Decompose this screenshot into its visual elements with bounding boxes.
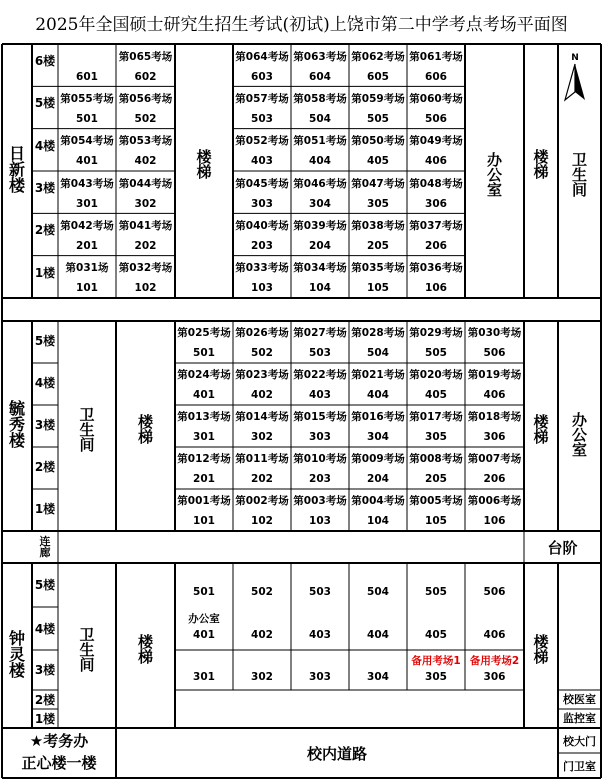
exam-room-name: 第043考场 [60, 177, 114, 190]
room-number: 304 [309, 197, 331, 210]
room-number: 106 [425, 282, 447, 295]
room-number: 504 [367, 585, 389, 598]
room-number: 303 [309, 430, 331, 443]
floor-label: 4楼 [34, 621, 56, 636]
room-number: 406 [483, 628, 506, 641]
room-number: 605 [367, 70, 389, 83]
exam-room-name: 第020考场 [409, 368, 463, 381]
exam-room-name [58, 50, 116, 64]
floor-label: 1楼 [34, 265, 56, 280]
room-number: 205 [425, 472, 447, 485]
room-number: 102 [251, 514, 273, 527]
exam-room-name: 第049考场 [409, 135, 463, 148]
room-number: 504 [309, 113, 331, 126]
campus-road-label: 校内道路 [306, 744, 367, 763]
room-number: 101 [193, 514, 215, 527]
exam-room-name: 第038考场 [351, 220, 405, 233]
stairs-label: 楼 梯 [137, 413, 153, 446]
exam-room-name: 第003考场 [293, 494, 347, 507]
exam-room-name: 第056考场 [118, 93, 173, 106]
exam-room-name: 第018考场 [467, 410, 522, 423]
exam-room-name: 第008考场 [409, 452, 463, 465]
room-number: 302 [251, 670, 273, 683]
room-number: 501 [76, 113, 98, 126]
exam-room-name: 第022考场 [293, 368, 347, 381]
room-number: 104 [309, 282, 331, 295]
room-number: 504 [367, 346, 389, 359]
exam-room-name: 第035考场 [351, 262, 405, 275]
room-number: 202 [134, 240, 157, 253]
room-number: 303 [251, 197, 273, 210]
room-number: 505 [425, 346, 447, 359]
room-number: 306 [483, 430, 506, 443]
room-number: 102 [134, 282, 157, 295]
room-number: 205 [367, 240, 389, 253]
exam-room-name: 第012考场 [177, 452, 231, 465]
reserve-exam-room-name: 备用考场1 [411, 654, 461, 667]
exam-room-name: 第051考场 [293, 135, 347, 148]
room-number: 601 [76, 70, 98, 83]
exam-room-name: 第009考场 [351, 452, 405, 465]
exam-room-name: 第040考场 [235, 220, 289, 233]
room-number: 206 [425, 240, 447, 253]
room-number: 204 [367, 472, 389, 485]
guard-room-label: 门卫室 [563, 759, 596, 773]
floor-label: 2楼 [34, 692, 56, 707]
exam-room-name: 第064考场 [235, 50, 289, 63]
building-name-yuxiu: 毓 秀 楼 [8, 399, 25, 450]
room-number: 306 [425, 197, 447, 210]
room-number: 402 [251, 388, 273, 401]
room-number: 503 [251, 113, 273, 126]
room-number: 503 [309, 585, 331, 598]
exam-room-name: 第037考场 [409, 220, 463, 233]
exam-room-name: 第013考场 [177, 410, 231, 423]
exam-room-name: 第055考场 [60, 93, 114, 106]
exam-room-name: 第047考场 [351, 177, 405, 190]
room-number: 206 [483, 472, 506, 485]
floor-label: 4楼 [34, 138, 56, 153]
exam-room-name: 第039考场 [293, 220, 347, 233]
exam-room-name: 第002考场 [235, 494, 289, 507]
exam-room-name: 第014考场 [235, 410, 289, 423]
room-number: 203 [251, 240, 273, 253]
room-number: 405 [425, 628, 447, 641]
exam-room-name: 第026考场 [235, 326, 289, 339]
floor-label: 1楼 [34, 711, 56, 726]
floor-label: 6楼 [34, 54, 56, 68]
exam-room-name: 第044考场 [118, 177, 173, 190]
room-number: 405 [425, 388, 447, 401]
room-number: 405 [367, 155, 389, 168]
room-number: 101 [76, 282, 98, 295]
exam-room-name: 第045考场 [235, 177, 289, 190]
exam-room-name: 第025考场 [177, 326, 231, 339]
room-number: 105 [425, 514, 447, 527]
floor-label: 5楼 [34, 96, 56, 111]
exam-room-name: 第065考场 [118, 50, 173, 63]
room-number: 604 [309, 70, 331, 83]
room-number: 302 [134, 197, 157, 210]
room-number: 303 [309, 670, 331, 683]
room-number: 103 [309, 514, 331, 527]
exam-room-name: 第060考场 [409, 93, 463, 106]
exam-room-name: 第005考场 [409, 494, 463, 507]
room-number: 506 [425, 113, 447, 126]
room-number: 602 [134, 70, 157, 83]
floor-label: 5楼 [34, 578, 56, 592]
page-title: 2025年全国硕士研究生招生考试(初试)上饶市第二中学考点考场平面图 [35, 14, 568, 35]
room-number: 506 [483, 346, 506, 359]
room-number: 403 [309, 628, 331, 641]
room-number: 201 [193, 472, 215, 485]
restroom-label: 卫 生 间 [79, 405, 95, 454]
floor-label: 3楼 [34, 663, 56, 677]
room-number: 502 [134, 113, 157, 126]
monitor-room-label: 监控室 [563, 712, 596, 725]
clinic-label: 校医室 [563, 693, 596, 706]
floor-label: 3楼 [34, 181, 56, 195]
room-number: 401 [193, 628, 215, 641]
exam-room-name: 第032考场 [118, 262, 173, 275]
exam-room-name: 第016考场 [351, 410, 405, 423]
exam-room-name: 第030考场 [467, 326, 522, 339]
room-number: 503 [309, 346, 331, 359]
exam-office-location: 正心楼一楼 [21, 753, 97, 772]
room-number: 406 [483, 388, 506, 401]
exam-room-name: 第031场 [65, 262, 109, 275]
room-number: 505 [367, 113, 389, 126]
room-number: 502 [251, 346, 273, 359]
stairs-label: 楼 梯 [196, 148, 212, 181]
building-name-zhongling: 钟 灵 楼 [8, 629, 25, 680]
room-number: 606 [425, 70, 447, 83]
room-number: 301 [193, 430, 215, 443]
exam-room-name: 第027考场 [293, 326, 347, 339]
exam-room-name: 第062考场 [351, 50, 405, 63]
room-number: 505 [425, 585, 447, 598]
office-label: 办公室 [188, 612, 220, 625]
exam-room-name: 第033考场 [235, 262, 289, 275]
room-number: 402 [251, 628, 273, 641]
room-number: 305 [367, 197, 389, 210]
building-name-rixin: 日 新 楼 [8, 144, 25, 195]
restroom-label: 卫 生 间 [571, 150, 587, 199]
exam-room-name: 第034考场 [293, 262, 347, 275]
room-number: 304 [367, 430, 389, 443]
exam-room-name: 第004考场 [351, 494, 405, 507]
exam-room-name: 第024考场 [177, 368, 231, 381]
room-number: 103 [251, 282, 273, 295]
exam-room-name: 第036考场 [409, 262, 463, 275]
exam-room-name: 第007考场 [467, 452, 522, 465]
exam-room-name: 第046考场 [293, 177, 347, 190]
corridor-label: 连 廊 [39, 535, 51, 559]
exam-room-name: 第053考场 [118, 135, 173, 148]
floor-label: 2楼 [34, 460, 56, 474]
school-gate-label: 校大门 [563, 734, 596, 748]
room-number: 203 [309, 472, 331, 485]
room-number: 305 [425, 430, 447, 443]
exam-office-label: ★考务办 [29, 731, 89, 750]
exam-room-name: 第048考场 [409, 177, 463, 190]
room-number: 402 [134, 155, 157, 168]
floor-label: 3楼 [34, 418, 56, 432]
room-number: 501 [193, 585, 215, 598]
exam-room-name: 第023考场 [235, 368, 289, 381]
room-number: 501 [193, 346, 215, 359]
exam-room-name: 第021考场 [351, 368, 405, 381]
room-number: 301 [193, 670, 215, 683]
room-number: 201 [76, 240, 98, 253]
stairs-label: 楼 梯 [533, 148, 549, 181]
exam-room-name: 第028考场 [351, 326, 405, 339]
exam-room-name: 第006考场 [467, 494, 522, 507]
reserve-exam-room-name: 备用考场2 [469, 654, 520, 667]
exam-room-name: 第058考场 [293, 93, 347, 106]
room-number: 403 [251, 155, 273, 168]
exam-room-name: 第057考场 [235, 93, 289, 106]
compass-arrow-icon [563, 62, 587, 102]
room-number: 305 [425, 670, 447, 683]
exam-room-name: 第050考场 [351, 135, 405, 148]
room-number: 406 [425, 155, 447, 168]
exam-room-name: 第019考场 [467, 368, 522, 381]
exam-room-name: 第010考场 [293, 452, 347, 465]
room-number: 401 [76, 155, 98, 168]
room-number: 404 [367, 388, 389, 401]
exam-room-name: 第054考场 [60, 135, 114, 148]
exam-room-name: 第052考场 [235, 135, 289, 148]
floor-label: 2楼 [34, 223, 56, 238]
exam-room-name: 第011考场 [235, 452, 289, 465]
room-number: 401 [193, 388, 215, 401]
exam-room-name: 第059考场 [351, 93, 405, 106]
stairs-label: 楼 梯 [533, 413, 549, 446]
floor-label: 4楼 [34, 376, 56, 390]
room-number: 502 [251, 585, 273, 598]
stairs-label: 楼 梯 [137, 633, 153, 666]
office-label: 办 公 室 [571, 410, 587, 459]
room-number: 106 [483, 514, 506, 527]
exam-room-name: 第029考场 [409, 326, 463, 339]
room-number: 104 [367, 514, 389, 527]
exam-room-name: 第015考场 [293, 410, 347, 423]
exam-room-name: 第017考场 [409, 410, 463, 423]
room-number: 302 [251, 430, 273, 443]
room-number: 204 [309, 240, 331, 253]
room-number: 403 [309, 388, 331, 401]
exam-room-name: 第042考场 [60, 220, 114, 233]
exam-room-name: 第063考场 [293, 50, 347, 63]
room-number: 301 [76, 197, 98, 210]
room-number: 202 [251, 472, 273, 485]
floor-label: 5楼 [34, 334, 56, 348]
room-number: 306 [483, 670, 506, 683]
room-number: 603 [251, 70, 273, 83]
exam-room-name: 第001考场 [177, 494, 231, 507]
room-number: 506 [483, 585, 506, 598]
room-number: 105 [367, 282, 389, 295]
restroom-label: 卫 生 间 [79, 625, 95, 674]
steps-label: 台阶 [547, 538, 578, 557]
stairs-label: 楼 梯 [533, 633, 549, 666]
room-number: 304 [367, 670, 389, 683]
room-number: 404 [367, 628, 389, 641]
exam-room-name: 第041考场 [118, 220, 173, 233]
room-number: 404 [309, 155, 331, 168]
exam-room-name: 第061考场 [409, 50, 463, 63]
compass-north-label: N [571, 52, 579, 63]
office-label: 办 公 室 [486, 150, 502, 199]
floor-label: 1楼 [34, 502, 56, 516]
